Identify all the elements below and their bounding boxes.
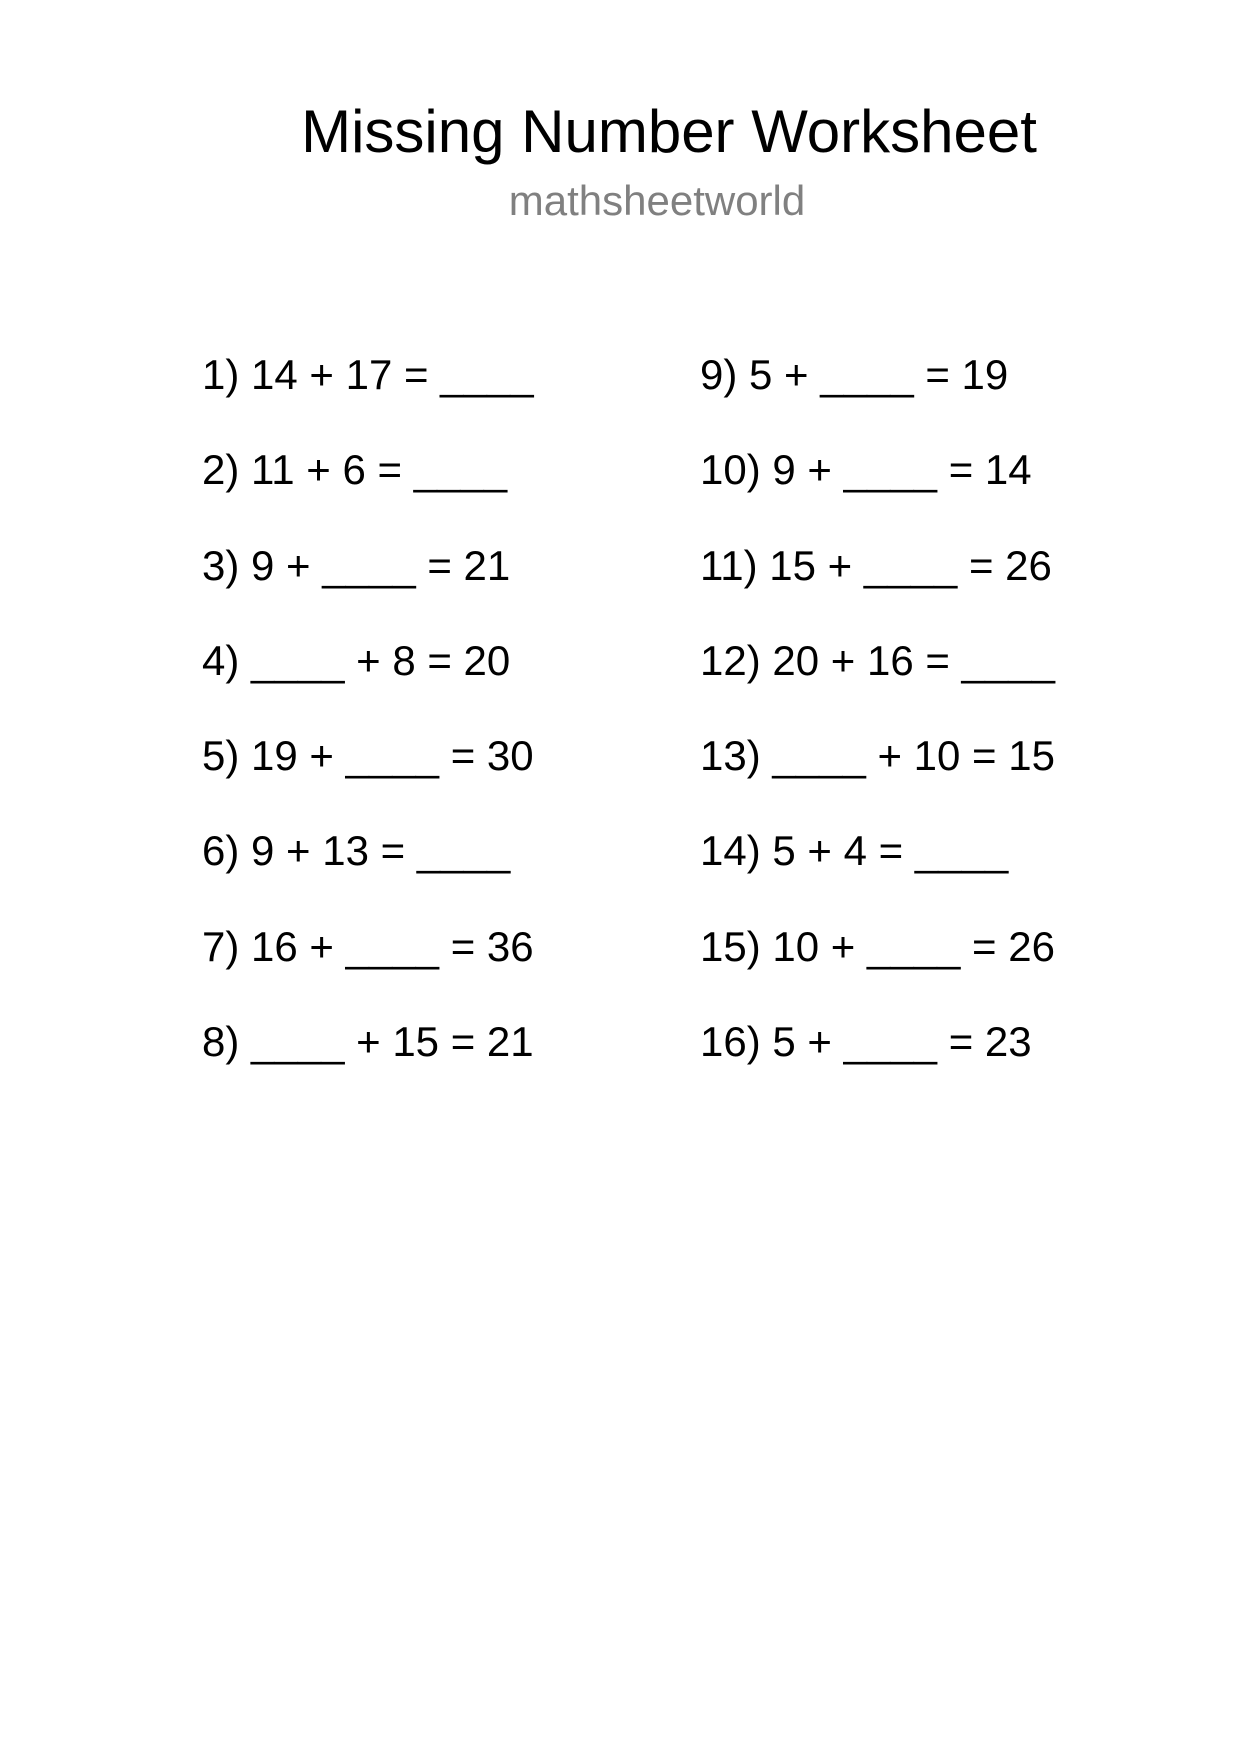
problem-5: 5) 19 + ____ = 30 xyxy=(202,732,534,780)
problem-8: 8) ____ + 15 = 21 xyxy=(202,1018,534,1066)
problem-11: 11) 15 + ____ = 26 xyxy=(700,541,1052,589)
worksheet-subtitle: mathsheetworld xyxy=(508,177,806,224)
problem-9: 9) 5 + ____ = 19 xyxy=(700,351,1009,398)
problem-14: 14) 5 + 4 = ____ xyxy=(700,827,1009,875)
worksheet-title: Missing Number Worksheet xyxy=(301,98,1037,165)
problem-6: 6) 9 + 13 = ____ xyxy=(202,827,511,875)
problem-16: 16) 5 + ____ = 23 xyxy=(700,1018,1032,1066)
problem-10: 10) 9 + ____ = 14 xyxy=(700,446,1032,494)
problem-13: 13) ____ + 10 = 15 xyxy=(700,732,1055,780)
problem-1: 1) 14 + 17 = ____ xyxy=(202,351,534,398)
problem-15: 15) 10 + ____ = 26 xyxy=(700,922,1055,970)
problem-3: 3) 9 + ____ = 21 xyxy=(202,541,511,589)
problem-4: 4) ____ + 8 = 20 xyxy=(202,636,511,684)
problem-12: 12) 20 + 16 = ____ xyxy=(700,636,1055,684)
problem-7: 7) 16 + ____ = 36 xyxy=(202,922,534,970)
problems-left-column xyxy=(202,347,534,1109)
problem-2: 2) 11 + 6 = ____ xyxy=(202,446,508,494)
problems-right-column xyxy=(700,347,1055,1109)
